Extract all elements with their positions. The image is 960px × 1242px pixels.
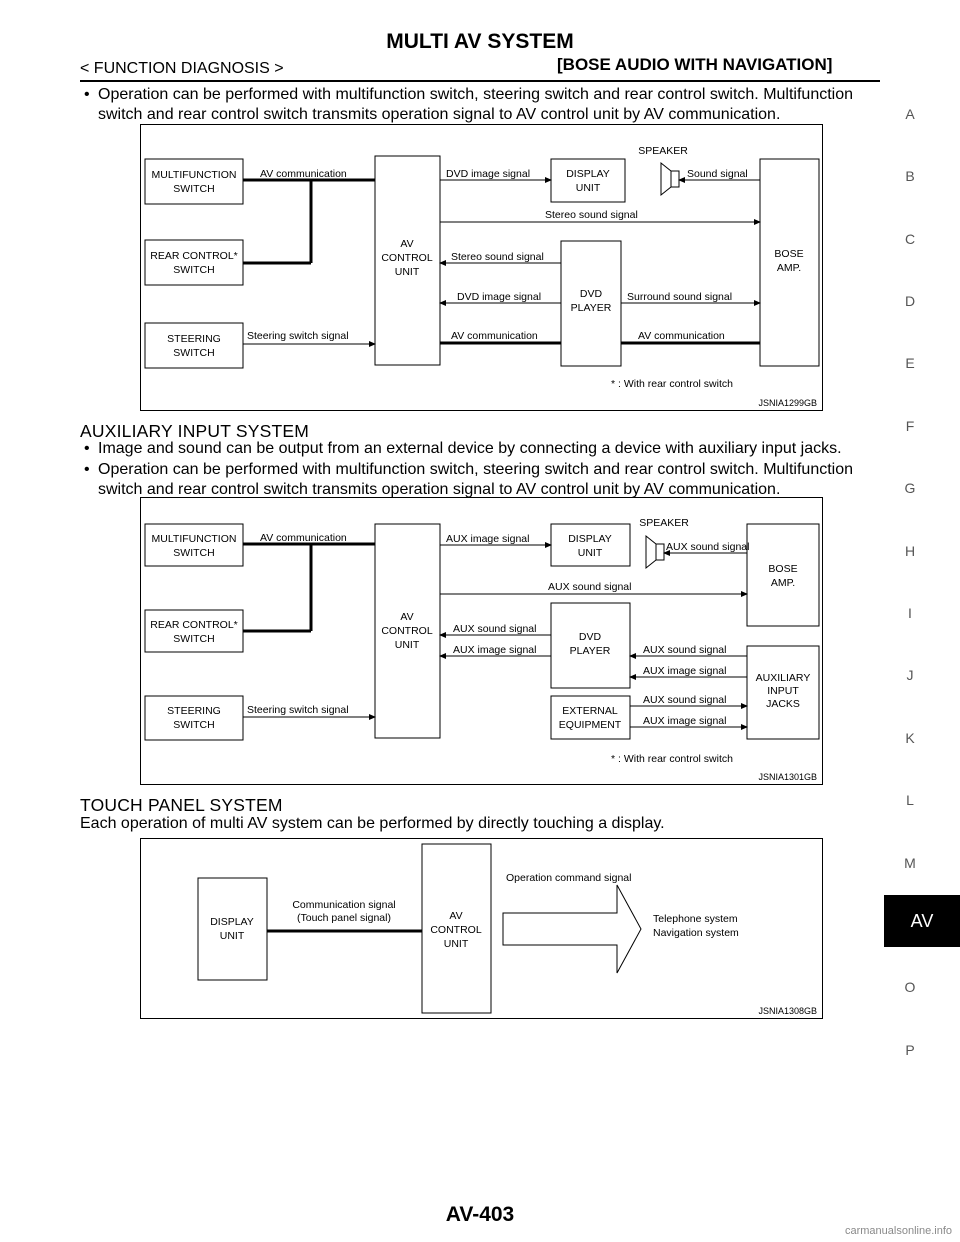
box-multifunction (145, 159, 243, 204)
side-tab-c[interactable]: C (904, 231, 916, 247)
box-av-control-l1: AV (449, 910, 463, 922)
aux-bullet: • Image and sound can be output from an external device by connecting a device with auxiliary input jacks. (80, 439, 880, 459)
touch-text: Each operation of multi AV system can be performed by directly touching a display. (80, 815, 665, 832)
box-display-l1: DISPLAY (568, 533, 612, 545)
box-steering (145, 696, 243, 740)
box-aux-jacks-l1: AUXILIARY (755, 672, 811, 684)
box-rear-control (145, 240, 243, 285)
speaker-label: SPEAKER (638, 145, 688, 157)
box-rear-control-l2: SWITCH (173, 264, 215, 276)
box-steering-l2: SWITCH (173, 347, 215, 359)
box-dvd-l1: DVD (579, 288, 603, 300)
box-rear-control-l1: REAR CONTROL* (150, 619, 238, 631)
speaker-icon (656, 544, 664, 560)
side-tab-m[interactable]: M (904, 855, 916, 871)
box-av-control-l3: UNIT (394, 266, 420, 278)
box-display-l2: UNIT (575, 182, 601, 194)
diagram-id: JSNIA1299GB (758, 398, 817, 408)
note: * : With rear control switch (611, 753, 733, 765)
box-display-l1: DISPLAY (210, 916, 254, 928)
box-av-control-l3: UNIT (443, 938, 469, 950)
touch-title: TOUCH PANEL SYSTEM (80, 795, 283, 815)
sig-steering: Steering switch signal (247, 330, 349, 342)
side-tab-h[interactable]: H (904, 543, 916, 559)
sig-aux-sound-dvd: AUX sound signal (453, 623, 537, 635)
box-av-control-l1: AV (400, 611, 414, 623)
box-multifunction-l2: SWITCH (173, 183, 215, 195)
sig-av-comm-left: AV communication (260, 168, 347, 180)
box-multifunction (145, 524, 243, 566)
box-steering-l1: STEERING (167, 333, 221, 345)
sig-jack-image-ext: AUX image signal (643, 715, 727, 727)
box-steering-l1: STEERING (167, 705, 221, 717)
side-tab-k[interactable]: K (905, 730, 915, 746)
sig-sound: Sound signal (687, 168, 748, 180)
sig-av-comm-mid: AV communication (451, 330, 538, 342)
side-tab-e[interactable]: E (905, 355, 915, 371)
side-tab-o[interactable]: O (904, 979, 916, 995)
aux-title: AUXILIARY INPUT SYSTEM (80, 421, 310, 441)
page-number: AV-403 (445, 1203, 515, 1226)
side-tab-av-active[interactable]: AV (884, 895, 960, 947)
side-tab-i[interactable]: I (908, 605, 912, 621)
page-title: MULTI AV SYSTEM (386, 30, 574, 53)
sig-aux-image-top: AUX image signal (446, 533, 530, 545)
aux-bullet: • Operation can be performed with multifunction switch, steering switch and rear control switch. Multifunction switch and rear control switch transmits operation signal to AV control unit by AV communication. (80, 460, 880, 500)
sig-comm-1: Communication signal (292, 899, 396, 911)
diagram-id: JSNIA1308GB (758, 1006, 817, 1016)
box-multifunction-l1: MULTIFUNCTION (151, 169, 237, 181)
box-display (551, 159, 625, 202)
speaker-label: SPEAKER (639, 517, 689, 529)
box-steering-l2: SWITCH (173, 719, 215, 731)
aux-bullet-list (80, 439, 880, 501)
box-rear-control-l2: SWITCH (173, 633, 215, 645)
sig-stereo-mid: Stereo sound signal (451, 251, 544, 263)
box-av-control-l2: CONTROL (430, 924, 482, 936)
box-external-l2: EQUIPMENT (558, 719, 622, 731)
diagram-multi-av-svg (141, 125, 822, 410)
diagram-id: JSNIA1301GB (758, 772, 817, 782)
diagram-touch-panel-svg (141, 839, 822, 1018)
box-dvd-l1: DVD (578, 631, 602, 643)
diagram-aux-input (140, 497, 823, 785)
sig-dvd-image-top: DVD image signal (446, 168, 531, 180)
variant-label: [BOSE AUDIO WITH NAVIGATION] (557, 55, 833, 74)
section-label: < FUNCTION DIAGNOSIS > (80, 60, 284, 77)
side-tab-f[interactable]: F (905, 418, 915, 434)
side-tab-p[interactable]: P (905, 1042, 915, 1058)
box-display-l1: DISPLAY (566, 168, 610, 180)
sig-navigation: Navigation system (653, 927, 739, 939)
sig-surround: Surround sound signal (627, 291, 733, 303)
watermark: carmanualsonline.info (844, 1225, 952, 1237)
box-av-control-l3: UNIT (394, 639, 420, 651)
box-bose-l2: AMP. (776, 262, 802, 274)
diagram-multi-av (140, 124, 823, 411)
box-multifunction-l2: SWITCH (173, 547, 215, 559)
command-arrow-icon (503, 885, 641, 973)
side-tab-j[interactable]: J (906, 667, 914, 683)
box-external-l1: EXTERNAL (562, 705, 618, 717)
box-multifunction-l1: MULTIFUNCTION (151, 533, 237, 545)
box-av-control-l2: CONTROL (381, 252, 433, 264)
box-dvd-l2: PLAYER (569, 645, 611, 657)
sig-jack-image-dvd: AUX image signal (643, 665, 727, 677)
sig-jack-sound-ext: AUX sound signal (643, 694, 727, 706)
side-tab-l[interactable]: L (906, 792, 914, 808)
sig-aux-sound-spk: AUX sound signal (666, 541, 750, 553)
box-dvd-l2: PLAYER (570, 302, 612, 314)
box-bose-l1: BOSE (768, 563, 798, 575)
side-tab-a[interactable]: A (905, 106, 915, 122)
sig-av-comm-right: AV communication (638, 330, 725, 342)
sig-aux-image-dvd: AUX image signal (453, 644, 537, 656)
box-aux-jacks-l3: JACKS (766, 698, 800, 710)
speaker-icon (671, 171, 679, 187)
sig-comm-2: (Touch panel signal) (297, 912, 391, 924)
box-rear-control-l1: REAR CONTROL* (150, 250, 238, 262)
note: * : With rear control switch (611, 378, 733, 390)
box-display (198, 878, 267, 980)
speaker-cone-icon (646, 536, 656, 568)
sig-stereo-top: Stereo sound signal (545, 209, 638, 221)
box-display-l2: UNIT (219, 930, 245, 942)
box-bose-l2: AMP. (770, 577, 796, 589)
sig-av-comm-left: AV communication (260, 532, 347, 544)
box-steering (145, 323, 243, 368)
side-tab-b[interactable]: B (905, 168, 915, 184)
box-external (551, 696, 630, 739)
intro-bullet: • Operation can be performed with multifunction switch, steering switch and rear control switch. Multifunction switch and rear control switch transmits operation signal to AV control unit by AV communication. (80, 85, 880, 125)
sig-steering: Steering switch signal (247, 704, 349, 716)
sig-aux-sound-long: AUX sound signal (548, 581, 632, 593)
box-av-control-l2: CONTROL (381, 625, 433, 637)
sig-dvd-image-mid: DVD image signal (457, 291, 542, 303)
sig-op-cmd: Operation command signal (506, 872, 632, 884)
diagram-touch-panel (140, 838, 823, 1019)
diagram-aux-input-svg (141, 498, 822, 784)
box-aux-jacks-l2: INPUT (767, 685, 799, 697)
box-bose-l1: BOSE (774, 248, 804, 260)
side-tab-g[interactable]: G (904, 480, 916, 496)
box-rear-control (145, 610, 243, 652)
header-rule (80, 80, 880, 82)
side-tab-d[interactable]: D (904, 293, 916, 309)
box-av-control-l1: AV (400, 238, 414, 250)
box-display (551, 524, 630, 566)
box-bose (747, 524, 819, 626)
intro-bullet-list (80, 85, 880, 126)
speaker-cone-icon (661, 163, 671, 195)
box-display-l2: UNIT (577, 547, 603, 559)
sig-telephone: Telephone system (653, 913, 738, 925)
sig-jack-sound-dvd: AUX sound signal (643, 644, 727, 656)
